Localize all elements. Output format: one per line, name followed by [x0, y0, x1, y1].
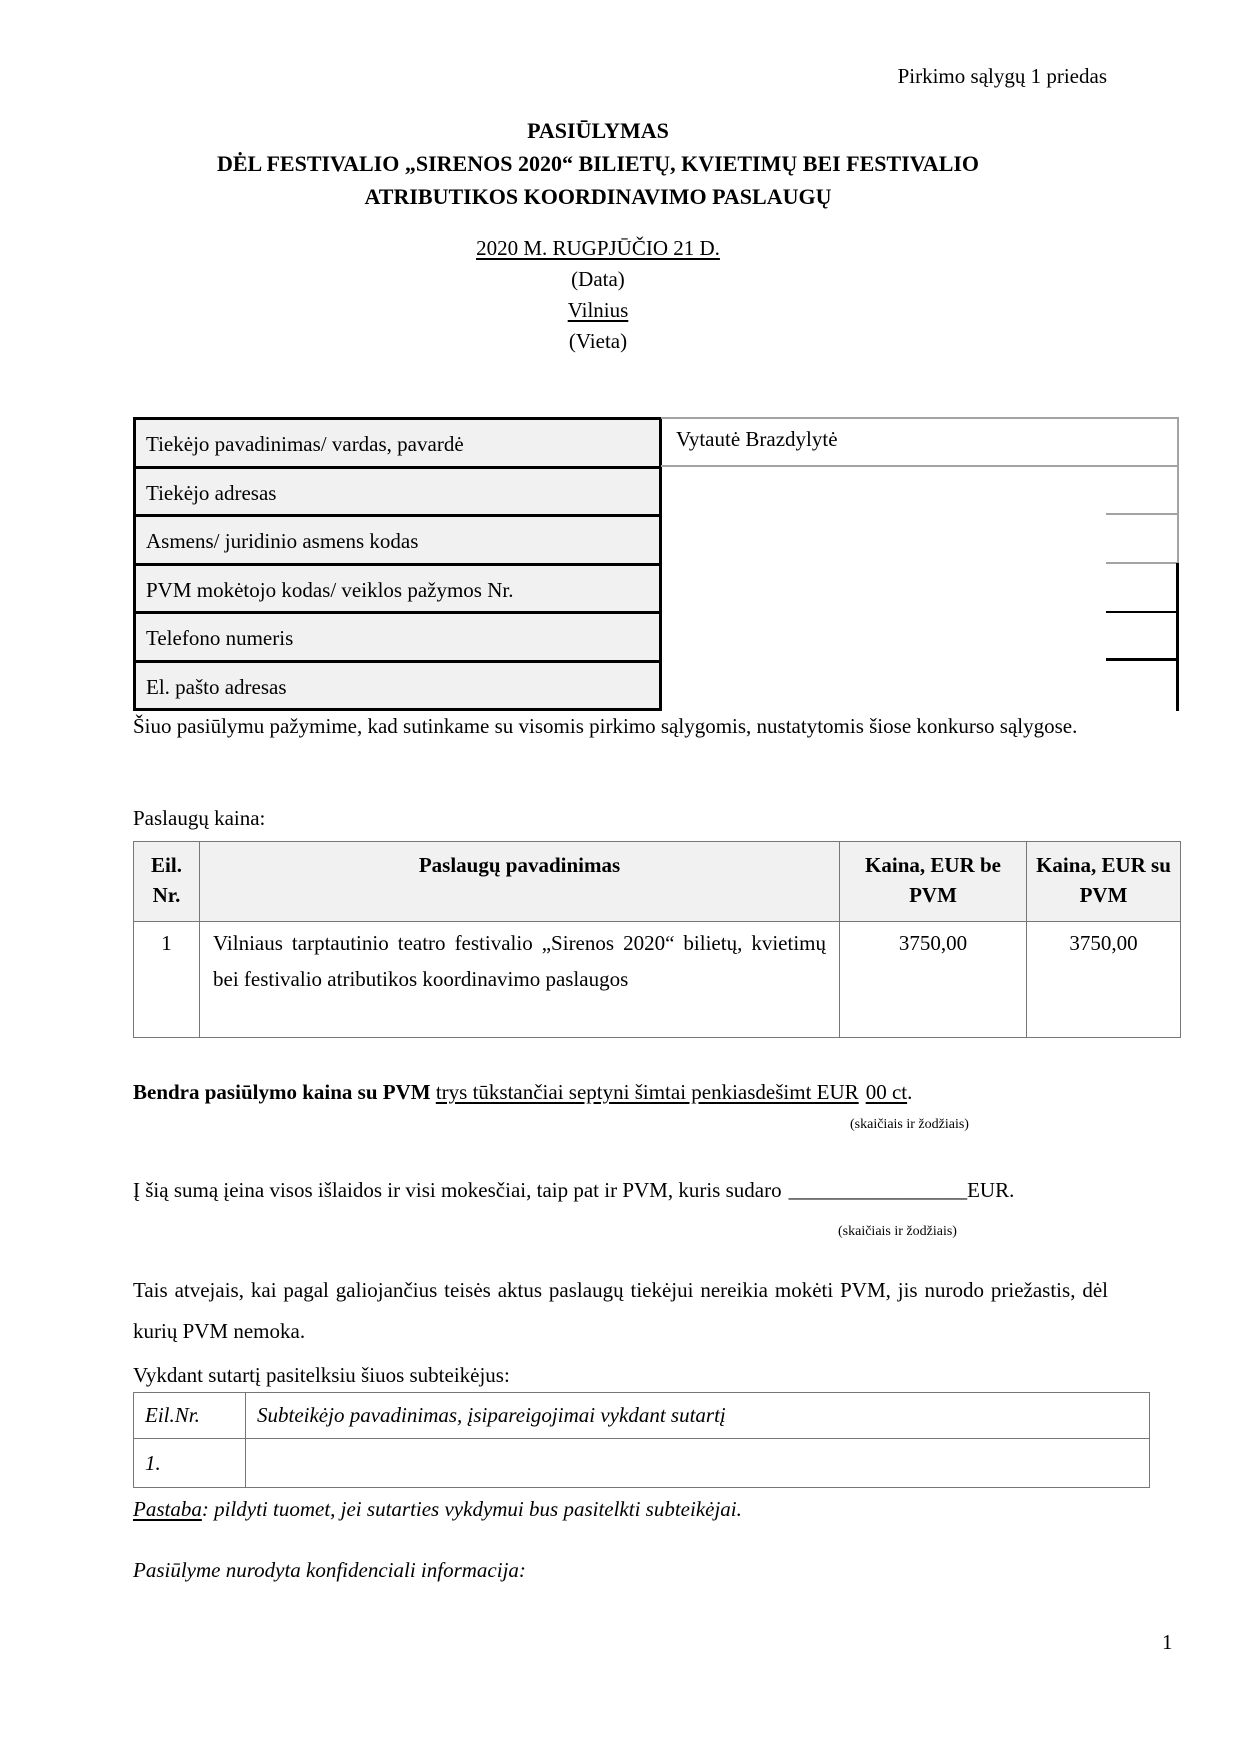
price-table-header-with-vat: Kaina, EUR su PVM [1027, 842, 1181, 922]
price-table-header-no-vat: Kaina, EUR be PVM [840, 842, 1027, 922]
subcontractors-header-name: Subteikėjo pavadinimas, įsipareigojimai vykdant sutartį [246, 1393, 1150, 1439]
subcontractors-table [133, 1392, 1150, 1488]
title-line-3: ATRIBUTIKOS KOORDINAVIMO PASLAUGŲ [364, 184, 832, 209]
subcontractor-row-nr: 1. [134, 1439, 246, 1488]
note-label: Pastaba [133, 1497, 202, 1521]
sum-line-text: Į šią sumą įeina visos išlaidos ir visi mokesčiai, taip pat ir PVM, kuris sudaro [133, 1178, 782, 1202]
table-border-fragment [1106, 513, 1178, 515]
date-value: 2020 M. RUGPJŪČIO 21 D. [476, 236, 720, 260]
subcontractors-row [134, 1439, 1150, 1488]
supplier-label-cell: Tiekėjo adresas [133, 466, 662, 518]
supplier-label-cell: Tiekėjo pavadinimas/ vardas, pavardė [133, 417, 662, 469]
page-number: 1 [1162, 1630, 1173, 1654]
total-price-period: . [907, 1080, 913, 1104]
price-table-row [134, 922, 1181, 1038]
sum-blank-field: _________________ [788, 1178, 968, 1202]
sum-includes-line [133, 1178, 1014, 1203]
vat-paragraph: Tais atvejais, kai pagal galiojančius teisės aktus paslaugų tiekėjui nereikia mokėti PVM, jis nurodo priežastis, dėl kurių PVM nemoka. [133, 1278, 1108, 1343]
document-title [133, 114, 1063, 213]
supplier-label-cell: Asmens/ juridinio asmens kodas [133, 514, 662, 566]
words-caption: (skaičiais ir žodžiais) [838, 1224, 957, 1239]
place-caption: (Vieta) [568, 329, 628, 353]
header-note: Pirkimo sąlygų 1 priedas [897, 64, 1107, 88]
total-price-label: Bendra pasiūlymo kaina su PVM [133, 1080, 436, 1104]
title-line-2: DĖL FESTIVALIO „SIRENOS 2020“ BILIETŲ, KVIETIMŲ BEI FESTIVALIO [216, 151, 980, 176]
agreement-paragraph: Šiuo pasiūlymu pažymime, kad sutinkame su visomis pirkimo sąlygomis, nustatytomis šiose konkurso sąlygose. [133, 714, 1078, 738]
price-table-header-nr: Eil. Nr. [134, 842, 200, 922]
confidential-line: Pasiūlyme nurodyta konfidenciali informacija: [133, 1558, 526, 1582]
price-section-label: Paslaugų kaina: [133, 806, 266, 830]
subcontractors-header-row [134, 1393, 1150, 1439]
total-price-words: trys tūkstančiai septyni šimtai penkiasdešimt EUR [435, 1080, 859, 1104]
price-row-description: Vilniaus tarptautinio teatro festivalio „Sirenos 2020“ bilietų, kvietimų bei festivalio atributikos koordinavimo paslaugos [200, 922, 840, 1038]
supplier-label-cell: Telefono numeris [133, 611, 662, 663]
date-caption: (Data) [571, 267, 625, 291]
table-border-fragment [1106, 658, 1178, 661]
price-row-nr: 1 [134, 922, 200, 1038]
table-border-fragment [1177, 417, 1179, 563]
total-price-cents: 00 ct [865, 1080, 908, 1104]
total-price-line [133, 1080, 912, 1105]
table-border-fragment [661, 465, 1178, 467]
table-border-fragment [1106, 562, 1178, 564]
subcontractors-header-nr: Eil.Nr. [134, 1393, 246, 1439]
table-border-fragment [1106, 611, 1178, 614]
price-table-header-service: Paslaugų pavadinimas [200, 842, 840, 922]
supplier-value-cell: Vytautė Brazdylytė [676, 427, 838, 451]
place-value: Vilnius [567, 298, 629, 322]
words-caption: (skaičiais ir žodžiais) [850, 1117, 969, 1132]
supplier-label-cell: El. pašto adresas [133, 660, 662, 712]
table-border-fragment [1176, 563, 1179, 711]
note-text: : pildyti tuomet, jei sutarties vykdymui bus pasitelkti subteikėjai. [201, 1497, 742, 1521]
note-line [133, 1497, 742, 1522]
title-line-1: PASIŪLYMAS [527, 118, 669, 143]
price-table-header-row [134, 842, 1181, 922]
price-row-with-vat: 3750,00 [1027, 922, 1181, 1038]
sum-line-suffix: EUR. [967, 1178, 1015, 1202]
supplier-label-cell: PVM mokėtojo kodas/ veiklos pažymos Nr. [133, 563, 662, 615]
price-row-no-vat: 3750,00 [840, 922, 1027, 1038]
subcontractors-intro: Vykdant sutartį pasitelksiu šiuos subteikėjus: [133, 1363, 510, 1387]
price-table [133, 841, 1181, 1038]
table-border-fragment [661, 417, 1178, 419]
subcontractor-row-value [246, 1439, 1150, 1488]
